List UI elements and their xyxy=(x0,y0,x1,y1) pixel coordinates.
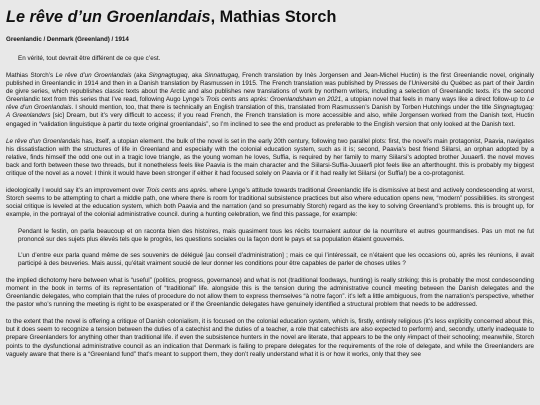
quote-2: L’un d’entre eux parla quand même de ses souvenirs de délégué [au conseil d’administration] ; mais ce qui l’intéressait, ce n’étaient que les occasions où, après les réunions, il avait participé à des beuveries. Mais aussi, qu’était vraiment soucié de leur donner les conditions pour être capables de parler de choses utiles ? xyxy=(18,251,534,267)
paragraph-4: the implied dichotomy here between what is “useful” (politics, progress, governance) and what is not (traditional foodways, hunting) is really striking; this is probably the most condescending moment in the book in terms of its representation of “traditional” life. alongside this is the tension during the administrative council meeting between the Danish delegates and the Greenlandic delegates, who complain that the rules of procedure do not allow them to express themselves “à notre façon”. it’s left a little ambiguous, from the narration’s perspective, whether the pastor who’s running the meeting is right to be exasperated or if the Greenlandic delegates have genuinely identified a structural problem that needs to be addressed. xyxy=(6,276,534,309)
epigraph: En vérité, tout devrait être différent de ce que c’est. xyxy=(18,55,161,62)
title-book-name: Le rêve d’un Groenlandais xyxy=(6,8,211,26)
title-author: , Mathias Storch xyxy=(210,8,337,26)
paragraph-5: to the extent that the novel is offering a critique of Danish colonialism, it is focused on the colonial education system, which is, firstly, entirely religious (it’s less explicitly concerned about this, but it does seem to recognize a tension between the duties of a catechist and the duties of a teacher, a role that catechists are also expected to perform) and, secondly, utterly inadequate to prepare Greenlanders for anything other than traditional life. if even the subsistence hunters in the novel are literate, that appears to be the only #impact of their schooling; meanwhile, Storch points to the dysfunctional administrative council as an indication that Denmark is failing to prepare delegates for the requirements of the role of delegate, and while the Greenlanders are vaguely aware that there is a “Greenland fund” that’s meant to support them, they don’t really understand what it is or how it works, only that they see xyxy=(6,318,534,358)
paragraph-3: ideologically I would say it’s an improvement over Trois cents ans après. where Lynge’s attitude towards traditional Greenlandic life is dismissive at best and actively condescending at worst, Storch seems to be attempting to chart a middle path, one where there is room for traditional subsistence practices but also where education opens new, “modern” possibilities. its strongest social critique is leveled at the education system, which both Paavia and the narration (and so presumably Storch) regard as the key to solving Greenland’s problems. this is brought up, for example, in the portrayal of the colonial administrative council. during a hunting celebration, we find this passage, for example: xyxy=(6,187,534,219)
article-title xyxy=(6,7,534,27)
article-meta: Greenlandic / Denmark (Greenland) / 1914 xyxy=(6,36,129,43)
paragraph-2: Le rêve d’un Groenlandais has, itself, a utopian element. the bulk of the novel is set in the early 20th century, following two parallel plots: first, the novel’s main protagonist, Paavia, navigates his dissatisfaction with the structures of life in Greenland and especially with the colonial education system, such as it is; second, Paavia’s best friend Siilarsi, an orphan adopted by a relative, finds himself the odd one out in a tragic love triangle, as the young woman he loves, Suffia, is required by her family to marry Siilarsi’s adopted brother Juuaerfi. the novel moves back and forth between these two threads, but it nonetheless feels like Paavia is the main character and the Siilarsi-Suffia-Juuaerfi plot feels like an afterthought. this is probably my biggest critique of the novel as a novel: I think it would have been stronger if either it had focused solely on Paavia or if it had really let Siilarsi (or Suffia!) be a co-protagonist. xyxy=(6,137,534,178)
quote-1: Pendant le festin, on parla beaucoup et on raconta bien des histoires, mais quasiment tous les récits tournaient autour de la nourriture et autres gourmandises. Pas un mot ne fut prononcé sur des sujets plus élevés tels que le progrès, les questions sociales ou la façon dont le pays et sa population étaient gouvernés. xyxy=(18,227,534,243)
paragraph-1: Mathias Storch’s Le rêve d’un Groenlandais (aka Singnagtugaq, aka Sinnattugaq, French translation by Inès Jorgensen and Jean-Michel Huctin) is the first Greenlandic novel, originally published in Greenlandic in 1914 and then in a Danish translation by Rasmussen in 1915. The French translation was published by Presses de l’Université du Québec as part of their Jardin de givre series, which republishes classic texts about the Arctic and also publishes new translations of work by northern writers, including a selection of Greenlandic texts. it’s the second Greenlandic text from this series that I’ve read, following Augo Lynge’s Trois cents ans après: Groenlandshavn en 2021, a utopian novel that feels in many ways like a direct follow-up to Le rêve d’un Groenlandais. I should mention, too, that there is technically an English translation of this, translated from Rasmussen’s Danish by Torben Hutchings under the title Singnagtugaq: A Greenlanders [sic] Dream, but it’s very difficult to access; if you read French, the French translation is more accessible and also, while Jorgensen worked from the Danish text, Huctin engaged in “validation linguistique à partir du texte original groenlandais”, so I’m inclined to see the end product as preferable to the English version that only looked at the Danish text. xyxy=(6,72,534,128)
